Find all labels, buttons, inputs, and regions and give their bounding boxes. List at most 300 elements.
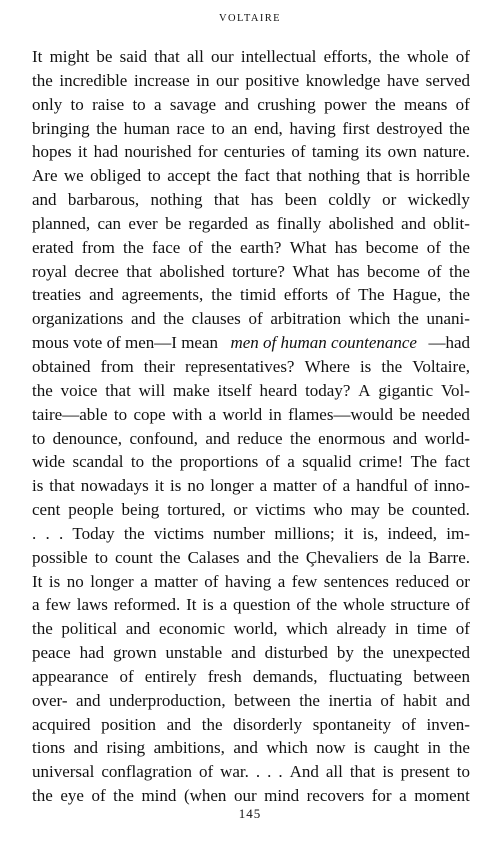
text-line [32,403,470,427]
word: of [265,452,280,472]
body-paragraph [32,45,470,808]
word: fluctuating [328,666,403,686]
word: the [32,380,53,400]
word: its [365,142,382,162]
word: has [336,261,360,281]
word: for [371,786,392,806]
word: already [336,619,387,639]
word: which [266,738,308,758]
word: that [126,261,152,281]
word: that [276,166,302,186]
word: and [125,619,151,639]
text-line [32,236,470,260]
word: end, [254,118,283,138]
word: torture? [232,261,285,281]
word: . [278,762,283,782]
text-line [32,117,470,141]
word: of [455,47,470,66]
word: Hague, [392,285,442,305]
word: the [32,619,53,639]
word: is, [362,523,379,543]
word: barbarous, [67,190,140,210]
word: the [289,428,311,448]
word: be [96,47,113,66]
word: It [32,47,43,66]
word: means [403,94,448,114]
word: their [143,356,175,376]
word: the [449,237,470,257]
text-line [32,188,470,212]
word: de [385,547,402,567]
word: the [449,285,470,305]
word: of [455,595,470,615]
word: A [358,380,371,400]
word: bringing [32,118,90,138]
word: fact [244,166,270,186]
word: the [113,786,134,806]
word: reformed. [113,595,181,615]
word: of [427,261,442,281]
word: handful [356,476,408,496]
word: The [358,285,385,305]
word: having [289,118,336,138]
word: heard [259,380,298,400]
word: It [186,595,197,615]
word: and [76,690,101,710]
word: all [325,762,343,782]
word: laws [76,595,108,615]
word: human [123,118,170,138]
word: tions [32,738,66,758]
word: the [449,118,470,138]
word: or [382,190,397,210]
word: taming [311,142,360,162]
word: first [342,118,370,138]
word: finally [276,213,322,233]
word: to [32,428,46,448]
word: from [100,356,134,376]
word: crushing [257,94,316,114]
word: regarded [188,213,248,233]
word: of [91,786,106,806]
word: that [349,762,376,782]
word: that [366,166,392,186]
word: Voltaire, [412,356,470,376]
word: a [277,571,286,591]
text-line [32,546,470,570]
word: longer [210,476,254,496]
word: might [49,47,90,66]
word: representatives? [184,356,295,376]
word: which [286,619,328,639]
word: rising [106,738,146,758]
text-line [32,474,470,498]
word: to [94,547,108,567]
word: whole [407,47,449,66]
word: the [381,356,403,376]
word: world [222,404,263,424]
word: fact [444,452,470,472]
text-line [32,212,470,236]
word: war. [220,762,249,782]
page-number: 145 [238,806,262,821]
word: fresh [207,666,242,686]
word: of [248,309,263,329]
word: with [171,404,203,424]
word: matter [154,571,198,591]
word: a [342,476,351,496]
word: grown [113,643,157,663]
text-line [32,379,470,403]
line-text-before-italic: mous vote of men—I mean [32,333,219,353]
word: obliged [90,166,142,186]
word: hopes [32,142,72,162]
word: increase [133,70,190,90]
word: being [121,500,160,520]
text-line-with-italic [32,331,470,355]
word: moment [414,786,470,806]
text-line [32,260,470,284]
word: It [32,571,43,591]
word: of [291,142,306,162]
word: and [246,547,272,567]
word: What [289,237,327,257]
line-text-after-italic: —had [428,333,470,353]
word: to [456,762,470,782]
word: whole [343,595,385,615]
word: is [170,476,182,496]
word: been [284,190,317,210]
word: only [32,94,63,114]
word: arbitration [270,309,342,329]
word: of [119,666,134,686]
word: proportions [179,452,259,472]
word: la [408,547,421,567]
word: had [79,643,105,663]
word: become [365,237,419,257]
word: destroyed [376,118,443,138]
word: a [140,571,148,591]
word: a [32,595,40,615]
word: we [63,166,84,186]
word: ambitions, [153,738,225,758]
word: wickedly [407,190,470,210]
word: entirely [144,666,197,686]
word: gigantic [378,380,434,400]
word: is [359,356,372,376]
word: few [291,571,318,591]
word: between [413,666,470,686]
word: scandal [72,452,124,472]
word: denounce, [52,428,123,448]
word: no [66,571,84,591]
text-line [32,689,470,713]
word: has [250,190,274,210]
word: coldly [328,190,371,210]
text-line [32,641,470,665]
word: is [202,595,214,615]
text-line [32,736,470,760]
word: oblit- [433,213,470,233]
word: nowadays [80,476,149,496]
word: have [386,70,420,90]
word: What [292,261,330,281]
word: organizations [32,309,124,329]
word: a [287,452,295,472]
text-line [32,93,470,117]
word: for [197,142,218,162]
word: make [172,380,210,400]
text-line [32,45,470,69]
word: the [278,547,299,567]
word: nothing [150,190,203,210]
word: clauses [191,309,241,329]
word: has [334,237,358,257]
word: appearance [32,666,109,686]
word: the [374,94,396,114]
word: now [316,738,346,758]
word: is [32,476,44,496]
word: mind [141,786,177,806]
word: between [234,690,291,710]
word: is [382,762,394,782]
word: sentences [323,571,389,591]
word: political [61,619,118,639]
text-line [32,69,470,93]
word: inven- [426,714,470,734]
text-line [32,522,470,546]
word: incredible [59,70,128,90]
text-line [32,593,470,617]
text-line [32,570,470,594]
word: number [213,523,266,543]
text-line [32,760,470,784]
word: a [399,786,407,806]
word: raise [92,94,125,114]
word: spontaneity [312,714,392,734]
word: . [267,762,272,782]
word: the [211,285,233,305]
word: that [154,47,180,66]
word: caught [373,738,420,758]
word: of [455,619,470,639]
word: of [198,762,214,782]
word: count [115,547,153,567]
word: The [410,452,437,472]
word: served [425,70,470,90]
word: our [233,786,257,806]
word: Çhevaliers [305,547,379,567]
word: to [70,94,84,114]
word: victims [255,500,306,520]
word: matter [273,476,317,496]
word: abolished [159,261,225,281]
word: inertia [328,690,372,710]
text-line [32,164,470,188]
word: Today [72,523,115,543]
word: that [105,380,131,400]
word: the [362,643,384,663]
word: underproduction, [109,690,226,710]
word: be [399,404,416,424]
word: our [211,47,234,66]
word: it [77,142,88,162]
word: wide [32,452,66,472]
word: indeed, [387,523,438,543]
word: people [68,500,114,520]
word: to [113,404,128,424]
word: of [296,595,311,615]
word: the [32,786,53,806]
word: Vol- [440,380,470,400]
word: inno- [434,476,470,496]
word: peace [32,643,71,663]
word: efforts [283,285,328,305]
word: as [255,213,270,233]
italic-phrase: men of human countenance [230,333,417,353]
word: and [89,285,114,305]
word: acquired [32,714,91,734]
word: all [186,47,204,66]
text-line [32,140,470,164]
word: royal [32,261,67,281]
word: erated [32,237,74,257]
word: crime! [358,452,404,472]
word: horrible [416,166,470,186]
word: of [401,714,416,734]
word: structure [390,595,450,615]
word: the [379,47,400,66]
word: counted. [411,500,470,520]
word: abolished [328,213,394,233]
word: positive [245,70,300,90]
word: of [426,237,441,257]
word: and [205,428,230,448]
text-line [32,307,470,331]
word: taire—able [32,404,108,424]
text-line [32,713,470,737]
word: world- [424,428,470,448]
word: become [367,261,420,281]
word: and [392,428,418,448]
word: unexpected [392,643,470,663]
word: the [201,714,223,734]
word: eye [60,786,84,806]
word: the [32,70,53,90]
word: timid [240,285,276,305]
word: present [400,762,450,782]
word: knowledge [305,70,381,90]
word: be [387,500,404,520]
word: which [348,309,391,329]
word: And [289,762,319,782]
word: reduced [395,571,450,591]
word: conflagration [101,762,192,782]
word: cent [32,500,61,520]
word: mind [264,786,300,806]
word: said [119,47,148,66]
word: race [176,118,205,138]
word: of [413,476,429,496]
word: and [166,714,192,734]
word: the [449,261,470,281]
word: habit [402,690,437,710]
word: nourished [124,142,192,162]
word: of [188,237,203,257]
word: unstable [165,643,223,663]
word: Calases [187,547,240,567]
word: needed [421,404,470,424]
word: is [353,738,366,758]
word: Where [304,356,350,376]
word: . [32,523,37,543]
word: is [398,166,410,186]
word: few [45,595,71,615]
word: a [219,595,228,615]
word: in [395,619,409,639]
word: accept [167,166,211,186]
word: the [123,237,144,257]
word: . [58,523,64,543]
word: economic [158,619,226,639]
word: by [336,643,354,663]
word: and [231,643,256,663]
word: it [154,476,165,496]
word: to [211,118,225,138]
word: the [163,309,184,329]
word: voice [60,380,98,400]
word: to [147,166,161,186]
word: recovers [306,786,365,806]
word: . [255,762,261,782]
word: im- [446,523,470,543]
word: having [224,571,272,591]
text-line [32,665,470,689]
word: planned, [32,213,91,233]
word: possible [32,547,88,567]
word: and [32,190,57,210]
word: intellectual [240,47,317,66]
text-line [32,617,470,641]
word: to [132,94,146,114]
word: today? [305,380,351,400]
word: in [427,738,441,758]
word: the [398,309,419,329]
text-line [32,784,470,808]
word: it [344,523,354,543]
word: obtained [32,356,91,376]
word: the [217,166,238,186]
running-head: VOLTAIRE [219,13,281,24]
word: face [152,237,181,257]
word: and [445,690,470,710]
text-line [32,427,470,451]
word: squalid [302,452,352,472]
word: treaties [32,285,82,305]
word: or [233,500,248,520]
word: who [313,500,343,520]
word: savage [169,94,217,114]
word: . [45,523,50,543]
word: the [449,738,470,758]
word: confound, [129,428,198,448]
word: earth? [239,237,282,257]
word: the [151,452,173,472]
word: of [204,571,219,591]
word: own [387,142,417,162]
word: of [380,690,395,710]
word: centuries [223,142,286,162]
